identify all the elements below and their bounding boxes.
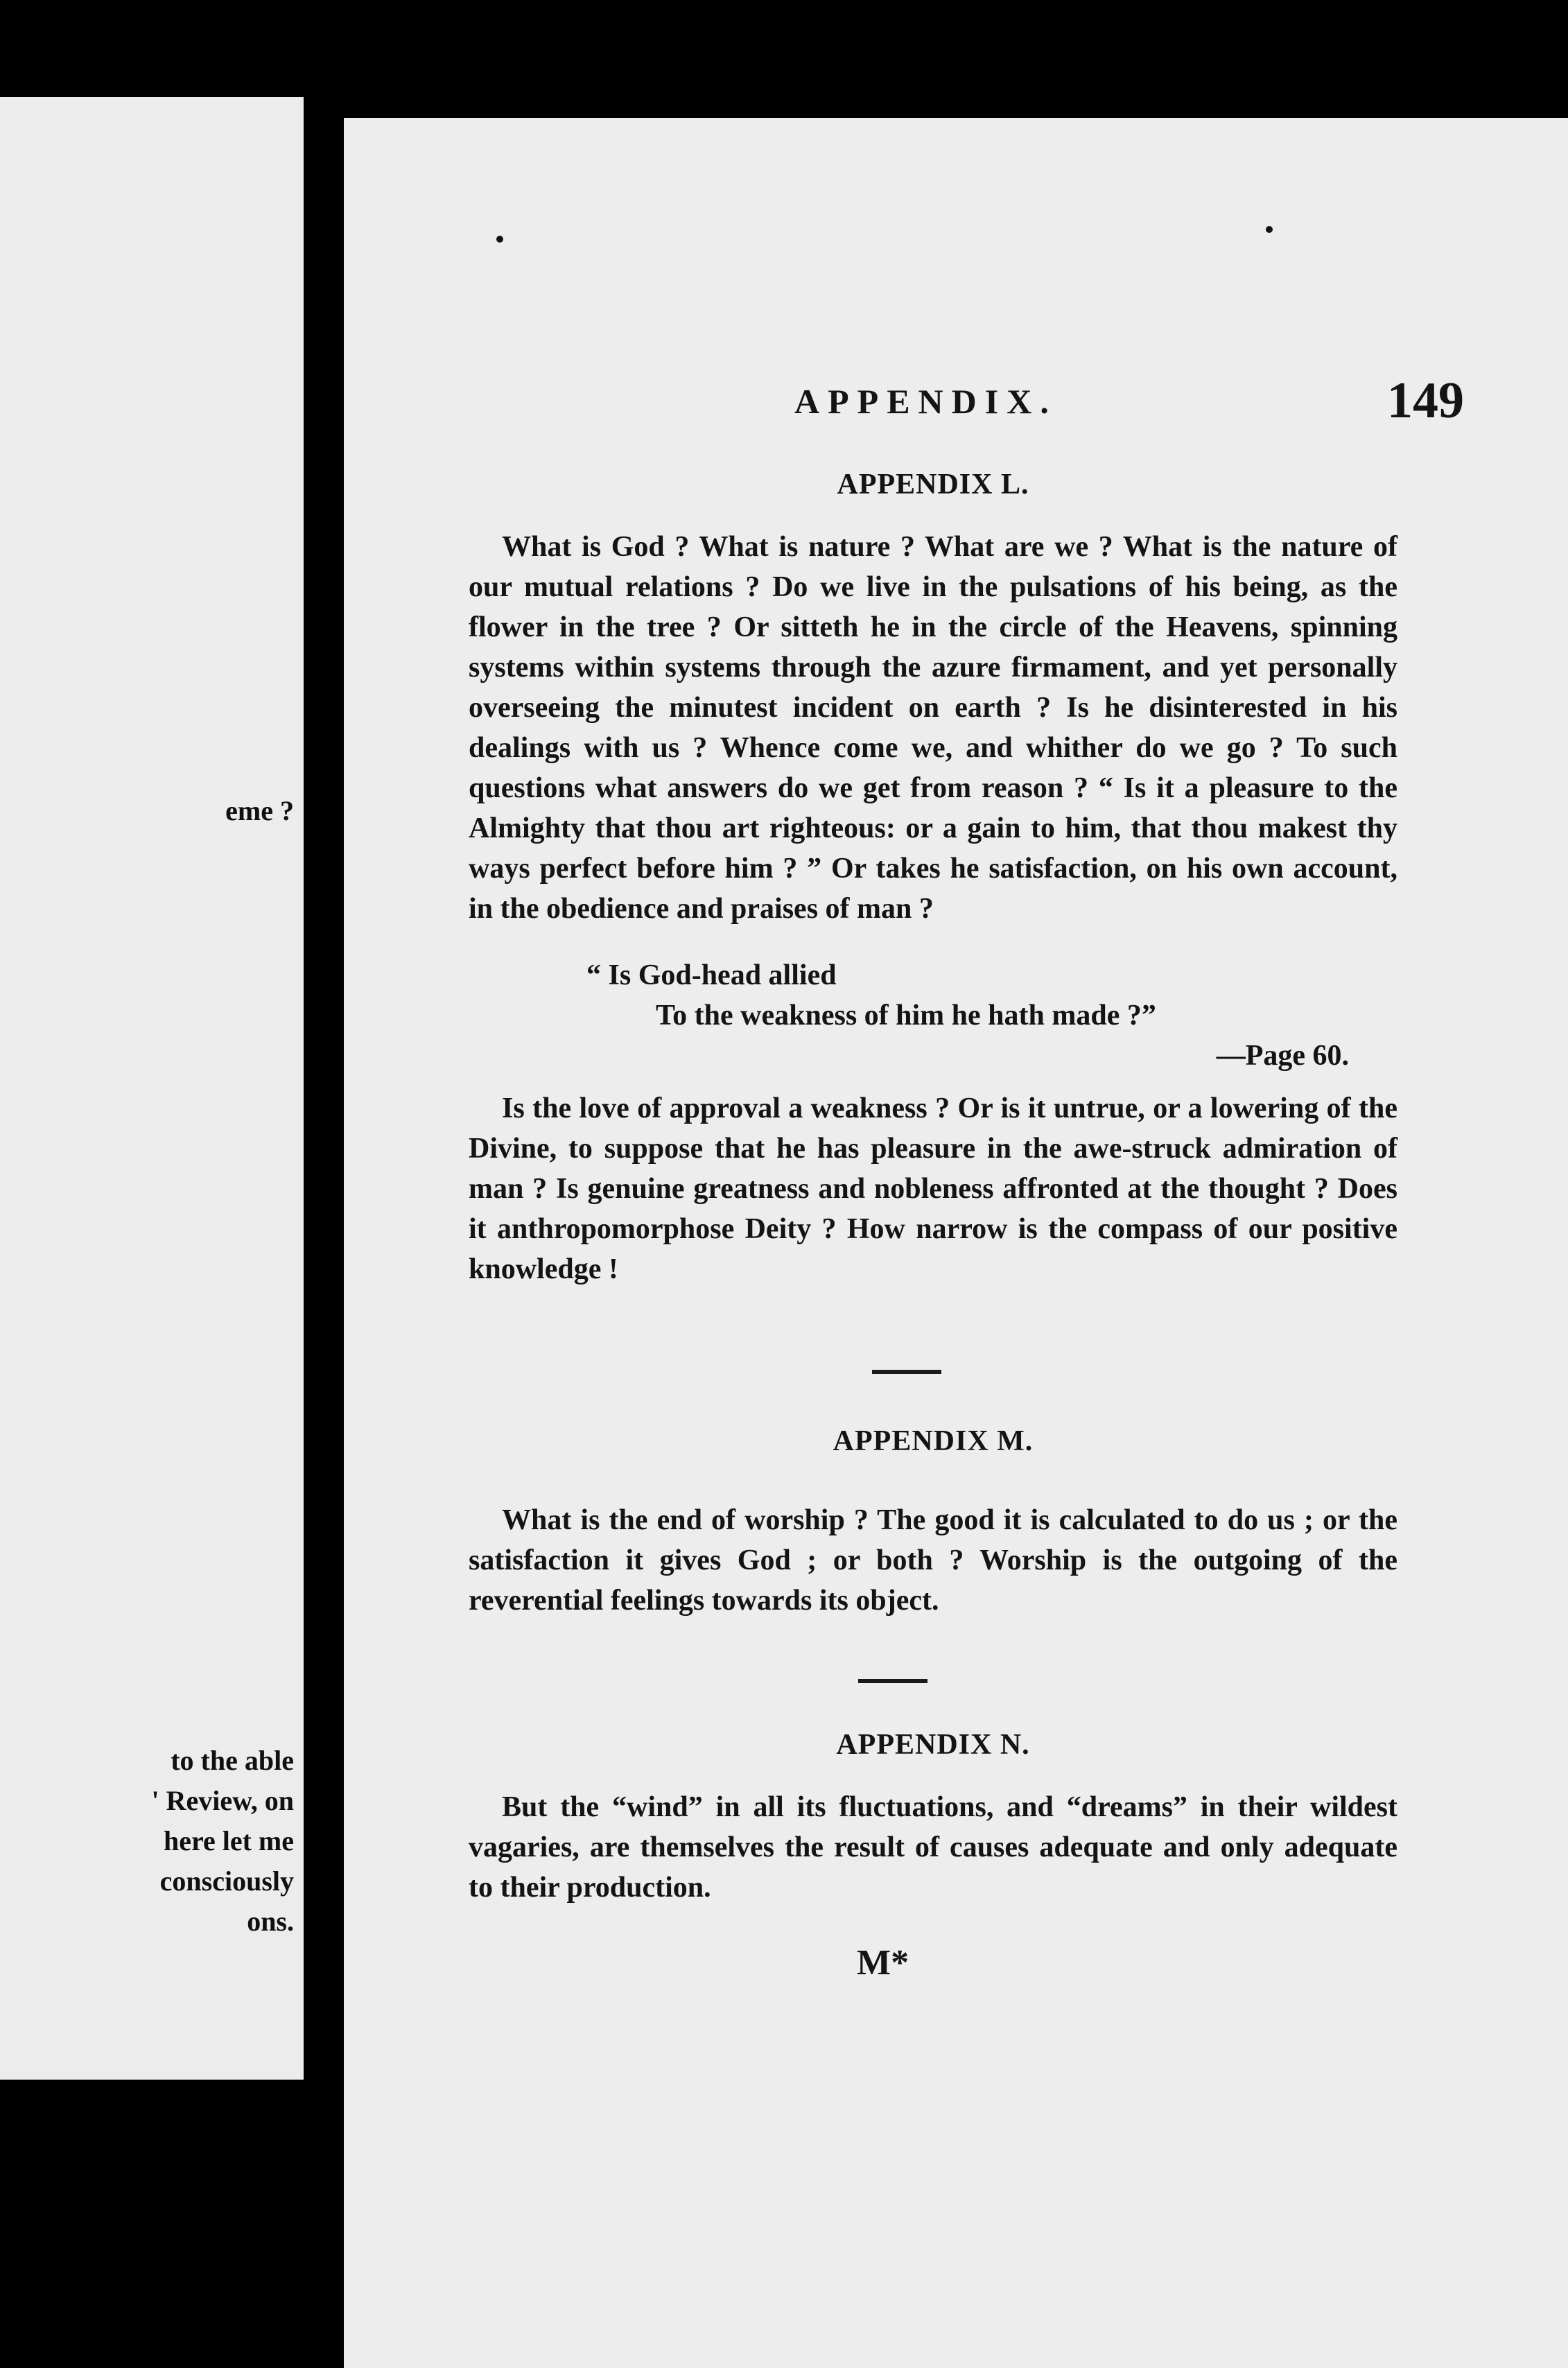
appendix-l-paragraph-2: Is the love of approval a weakness ? Or is it untrue, or a lowering of the Divine, to suppose that he has pleasure in the awe-struck admiration of man ? Is genuine greatness and nobleness affronted at the thought ? Does it anthropomorphose Deity ? How narrow is the compass of our positive knowledge ! xyxy=(469,1092,1397,1285)
left-page xyxy=(0,97,304,2080)
right-page xyxy=(344,118,1568,2368)
page-number: 149 xyxy=(1387,372,1464,429)
appendix-l-paragraph-1: What is God ? What is nature ? What are we ? What is the nature of our mutual relations ? Do we live in the pulsations of his being, as the flower in the tree ? Or sitteth he in the circle of the Heavens, spinning systems within systems through the azure firmament, and yet personally overseeing the minutest incident on earth ? Is he disinterested in his dealings with us ? Whence come we, and whither do we go ? To such questions what answers do we get from reason ? “ Is it a pleasure to the Almighty that thou art righteous: or a gain to him, that thou makest thy ways perfect before him ? ” Or takes he satisfaction, on his own account, in the obedience and praises of man ? xyxy=(469,531,1397,925)
appendix-n xyxy=(469,1725,1397,1908)
left-fragment: consciously xyxy=(159,1865,294,1897)
appendix-m-paragraph: What is the end of worship ? The good it is calculated to do us ; or the satisfaction it gives God ; or both ? Worship is the outgoing of the reverential feelings towards its object. xyxy=(469,1504,1397,1617)
ink-speck xyxy=(1266,226,1273,233)
signature-mark: M* xyxy=(857,1943,909,1983)
appendix-n-paragraph: But the “wind” in all its fluctuations, and “dreams” in their wildest vagaries, are themselves the result of causes adequate and only adequate to their production. xyxy=(469,1791,1397,1904)
left-fragment: ons. xyxy=(247,1906,294,1937)
appendix-m xyxy=(469,1421,1397,1621)
verse-quote xyxy=(469,955,1397,1036)
appendix-l-heading: APPENDIX L. xyxy=(837,469,1029,500)
verse-line: To the weakness of him he hath made ?” xyxy=(656,1000,1156,1031)
ink-speck xyxy=(496,236,503,243)
running-head: APPENDIX. xyxy=(794,382,1057,421)
left-fragment: to the able xyxy=(171,1745,294,1776)
left-fragment: here let me xyxy=(163,1825,294,1856)
section-divider xyxy=(872,1370,941,1374)
verse-citation: —Page 60. xyxy=(1216,1040,1349,1072)
appendix-l xyxy=(469,464,1397,1289)
left-fragment: eme ? xyxy=(225,795,294,826)
appendix-m-heading: APPENDIX M. xyxy=(833,1425,1034,1457)
page-header xyxy=(344,372,1568,444)
left-page-text-fragments xyxy=(0,97,304,2080)
appendix-n-heading: APPENDIX N. xyxy=(836,1729,1030,1761)
section-divider xyxy=(858,1679,927,1683)
verse-line: “ Is God-head allied xyxy=(586,959,837,991)
left-fragment: ' Review, on xyxy=(151,1785,294,1816)
